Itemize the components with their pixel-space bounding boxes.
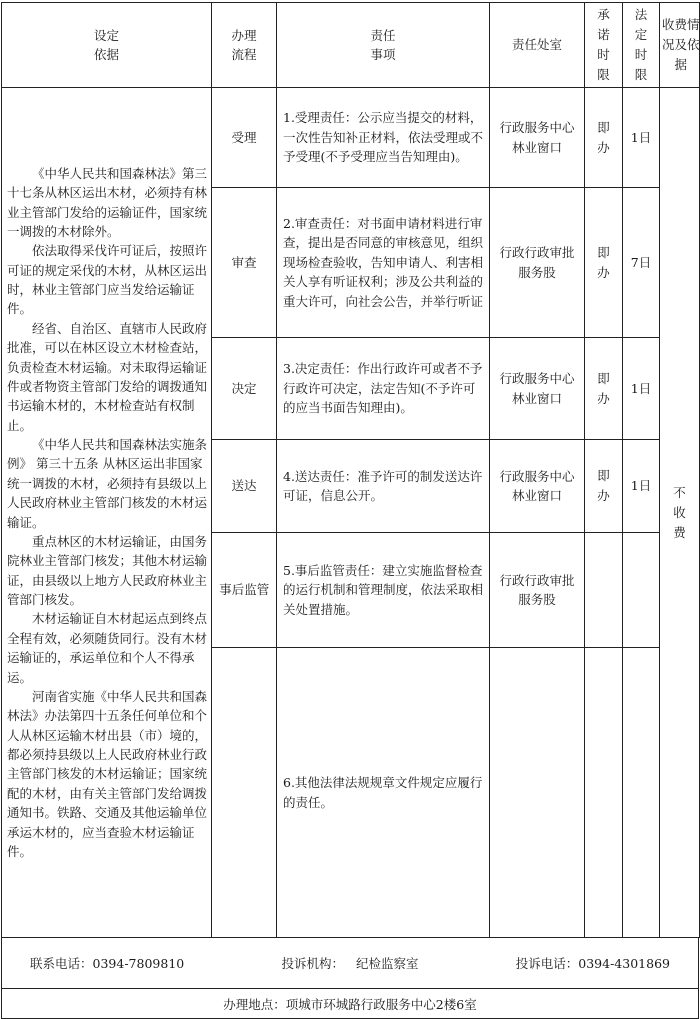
header-row — [2, 3, 700, 88]
promise-cell: 即办 — [585, 188, 623, 338]
duty-cell: 3.决定责任：作出行政许可或者不予行政许可决定，法定告知(不予许可的应当书面告知理由)。 — [277, 338, 490, 440]
header-dept: 责任处室 — [490, 3, 585, 88]
dept-cell: 行政服务中心林业窗口 — [490, 440, 585, 533]
promise-cell — [585, 533, 623, 648]
legal-cell — [623, 533, 660, 648]
contact-bar — [1, 937, 699, 989]
promise-cell: 即办 — [585, 338, 623, 440]
duty-cell: 5.事后监管责任：建立实施监督检查的运行机制和管理制度，依法采取相关处置措施。 — [277, 533, 490, 648]
basis-paragraph: 经省、自治区、直辖市人民政府批准，可以在林区设立木材检查站，负责检查木材运输。对未取得运输证件或者物资主管部门发给的调拨通知书运输木材的，木材检查站有权制止。 — [7, 320, 208, 433]
basis-paragraph: 《中华人民共和国森林法实施条例》 第三十五条 从林区运出非国家统一调拨的木材，必须持有县级以上人民政府林业主管部门核发的木材运输证。 — [7, 437, 208, 530]
header-duty: 责任 事项 — [277, 3, 490, 88]
promise-cell: 即办 — [585, 88, 623, 188]
duty-cell: 2.审查责任：对书面申请材料进行审查，提出是否同意的审核意见，组织现场检查验收，告知申请人、利害相关人享有听证权利；涉及公共利益的重大许可，向社会公告，并举行听证 — [277, 188, 490, 338]
header-basis: 设定 依据 — [2, 3, 212, 88]
header-promise-time: 承诺时限 — [585, 3, 623, 88]
table-row — [2, 88, 700, 188]
process-cell: 受理 — [212, 88, 277, 188]
process-cell: 送达 — [212, 440, 277, 533]
duty-cell: 4.送达责任：准予许可的制发送达许可证，信息公开。 — [277, 440, 490, 533]
basis-paragraph: 河南省实施《中华人民共和国森林法》办法第四十五条任何单位和个人从林区运输木材出县（市）境的，都必须持县级以上人民政府林业行政主管部门核发的木材运输证；国家统配的木材，由有关主管部门发给调拨通知书。铁路、交通及其他运输单位承运木材的，应当查验木材运输证件。 — [7, 688, 208, 859]
complaint-phone: 投诉电话：0394-4301869 — [515, 955, 670, 971]
legal-cell: 1日 — [623, 338, 660, 440]
dept-cell: 行政服务中心林业窗口 — [490, 338, 585, 440]
header-legal-time: 法定时限 — [623, 3, 660, 88]
process-cell — [212, 648, 277, 938]
dept-cell — [490, 648, 585, 938]
header-process: 办理 流程 — [212, 3, 277, 88]
promise-cell: 即办 — [585, 440, 623, 533]
duty-cell: 6.其他法律法规规章文件规定应履行的责任。 — [277, 648, 490, 938]
header-fee: 收费情况及依据 — [660, 3, 700, 88]
dept-cell: 行政服务中心林业窗口 — [490, 88, 585, 188]
contact-phone: 联系电话：0394-7809810 — [30, 955, 185, 971]
dept-cell: 行政行政审批服务股 — [490, 533, 585, 648]
basis-paragraph: 木材运输证自木材起运点到终点全程有效，必须随货同行。没有木材运输证的，承运单位和个人不得承运。 — [7, 611, 208, 685]
office-address: 办理地点：项城市环城路行政服务中心2楼6室 — [1, 989, 699, 1019]
fee-cell: 不收费 — [660, 88, 700, 938]
process-cell: 事后监管 — [212, 533, 277, 648]
process-cell: 决定 — [212, 338, 277, 440]
basis-paragraph: 重点林区的木材运输证，由国务院林业主管部门核发；其他木材运输证，由县级以上地方人民政府林业主管部门核发。 — [7, 533, 208, 607]
promise-cell — [585, 648, 623, 938]
complaint-org: 投诉机构： 纪检监察室 — [281, 955, 419, 971]
legal-cell: 7日 — [623, 188, 660, 338]
basis-paragraph: 《中华人民共和国森林法》第三十七条从林区运出木材，必须持有林业主管部门发给的运输证件，国家统一调拨的木材除外。 — [7, 165, 208, 239]
responsibility-table — [1, 2, 700, 938]
basis-cell — [2, 88, 212, 938]
legal-cell — [623, 648, 660, 938]
dept-cell: 行政行政审批服务股 — [490, 188, 585, 338]
process-cell: 审查 — [212, 188, 277, 338]
legal-cell: 1日 — [623, 88, 660, 188]
duty-cell: 1.受理责任：公示应当提交的材料，一次性告知补正材料，依法受理或不予受理(不予受理应当告知理由)。 — [277, 88, 490, 188]
basis-paragraph: 依法取得采伐许可证后，按照许可证的规定采伐的木材，从林区运出时，林业主管部门应当发给运输证件。 — [7, 243, 208, 317]
legal-cell: 1日 — [623, 440, 660, 533]
